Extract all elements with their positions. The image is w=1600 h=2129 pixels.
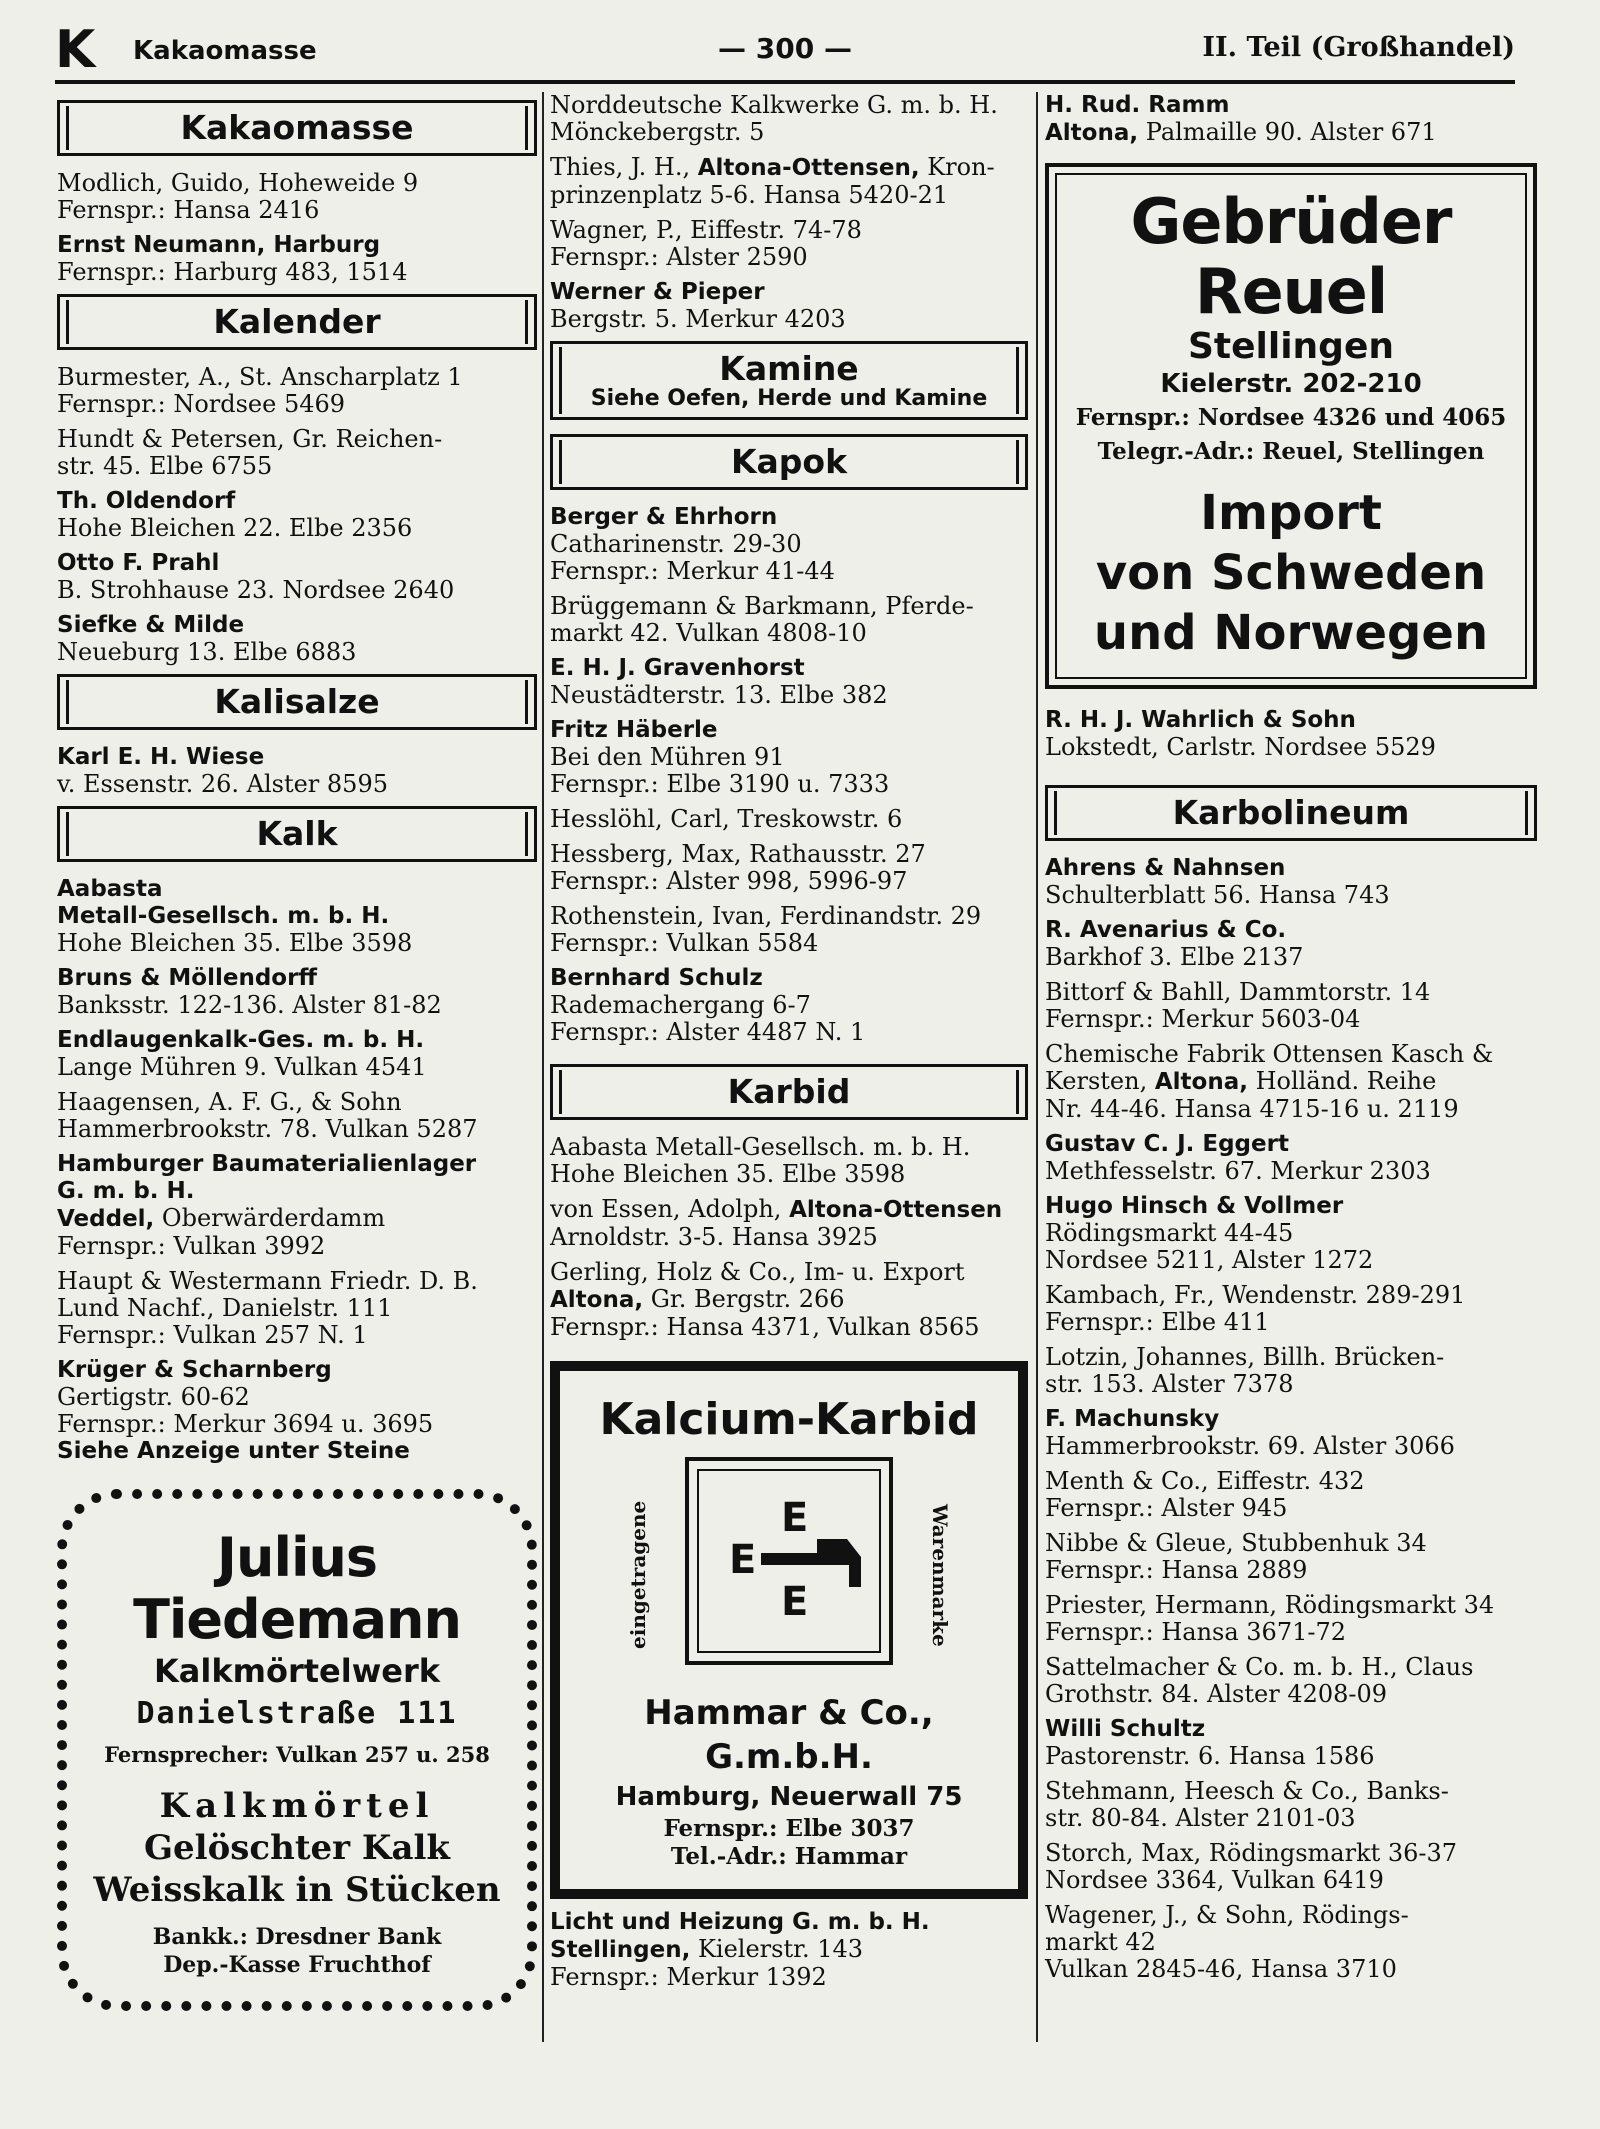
- section-heading: Kapok: [550, 434, 1028, 490]
- company-name: Hammar & Co., G.m.b.H.: [644, 1693, 934, 1777]
- trademark-label: Warenmarke: [928, 1503, 952, 1647]
- list-entry: Norddeutsche Kalkwerke G. m. b. H. Mönckebergstr. 5: [550, 91, 998, 146]
- list-entry: Ahrens & Nahnsen Schulterblatt 56. Hansa 743: [1045, 855, 1390, 909]
- company-name: Gebrüder Reuel: [1130, 185, 1452, 328]
- list-entry: Modlich, Guido, Hoheweide 9 Fernspr.: Hansa 2416: [57, 169, 419, 224]
- list-entry: Menth & Co., Eiffestr. 432 Fernspr.: Alster 945: [1045, 1467, 1365, 1522]
- list-entry: Hesslöhl, Carl, Treskowstr. 6: [550, 805, 903, 833]
- section-heading: Kalender: [57, 294, 537, 350]
- advertisement-hammar: [550, 1361, 1028, 1899]
- product: Weisskalk in Stücken: [93, 1870, 501, 1910]
- column-2: [550, 92, 1028, 2099]
- column-3: [1045, 92, 1537, 2099]
- list-entry: Aabasta Metall-Gesellsch. m. b. H. Hohe Bleichen 35. Elbe 3598: [550, 1133, 971, 1188]
- list-entry: Brüggemann & Barkmann, Pferde- markt 42. Vulkan 4808-10: [550, 592, 974, 647]
- page-number: — 300 —: [718, 32, 852, 65]
- section-heading: Kalk: [57, 806, 537, 862]
- bank-info: Bankk.: Dresdner Bank: [152, 1924, 442, 1950]
- trademark-letter: E: [781, 1579, 809, 1625]
- ad-slogan: von Schweden: [1095, 545, 1487, 601]
- list-entry: Kambach, Fr., Wendenstr. 289-291 Fernspr.: Elbe 411: [1045, 1281, 1466, 1336]
- company-phone: Fernspr.: Elbe 3037: [663, 1815, 915, 1842]
- list-entry: Aabasta Metall-Gesellsch. m. b. H. Hohe Bleichen 35. Elbe 3598: [57, 876, 413, 957]
- hammer-icon: [689, 1461, 889, 1661]
- list-entry: Wagener, J., & Sohn, Rödings- markt 42 Vulkan 2845-46, Hansa 3710: [1045, 1901, 1409, 1983]
- company-subtitle: Kalkmörtelwerk: [153, 1652, 441, 1690]
- bank-info: Dep.-Kasse Fruchthof: [163, 1952, 431, 1978]
- list-entry: Endlaugenkalk-Ges. m. b. H. Lange Mühren 9. Vulkan 4541: [57, 1027, 427, 1081]
- product: Kalkmörtel: [159, 1786, 435, 1826]
- list-entry: Lotzin, Johannes, Billh. Brücken- str. 153. Alster 7378: [1045, 1343, 1445, 1398]
- list-entry: Hessberg, Max, Rathausstr. 27 Fernspr.: Alster 998, 5996-97: [550, 840, 926, 895]
- list-entry: R. Avenarius & Co. Barkhof 3. Elbe 2137: [1045, 917, 1304, 971]
- list-entry: F. Machunsky Hammerbrookstr. 69. Alster 3066: [1045, 1406, 1455, 1460]
- list-entry: Willi Schultz Pastorenstr. 6. Hansa 1586: [1045, 1716, 1375, 1770]
- company-name: Julius Tiedemann: [133, 1526, 461, 1651]
- list-entry: Hamburger Baumaterialienlager G. m. b. H. Veddel, Oberwärderdamm Fernspr.: Vulkan 3992: [57, 1151, 477, 1260]
- list-entry: E. H. J. Gravenhorst Neustädterstr. 13. Elbe 382: [550, 655, 888, 709]
- list-entry: Stehmann, Heesch & Co., Banks- str. 80-84. Alster 2101-03: [1045, 1777, 1449, 1832]
- list-entry: Fritz Häberle Bei den Mühren 91 Fernspr.: Elbe 3190 u. 7333: [550, 717, 890, 798]
- section-heading: Karbid: [550, 1064, 1028, 1120]
- trademark-area: [560, 1455, 1018, 1685]
- running-title: Kakaomasse: [133, 36, 317, 66]
- column-divider: [1036, 92, 1038, 2042]
- list-entry: Siefke & Milde Neueburg 13. Elbe 6883: [57, 612, 357, 666]
- section-heading: Karbolineum: [1045, 785, 1537, 841]
- header-rule: [55, 80, 1515, 84]
- section-heading: Kalisalze: [57, 674, 537, 730]
- company-phone: Fernspr.: Nordsee 4326 und 4065: [1075, 404, 1507, 431]
- list-entry: Haupt & Westermann Friedr. D. B. Lund Nachf., Danielstr. 111 Fernspr.: Vulkan 257 N. 1: [57, 1267, 478, 1349]
- company-address: Kielerstr. 202-210: [1160, 369, 1422, 399]
- section-letter: K: [55, 20, 96, 80]
- advertisement-tiedemann: [57, 1489, 537, 2011]
- section-crossref: Siehe Oefen, Herde und Kamine: [590, 386, 988, 411]
- list-entry: Sattelmacher & Co. m. b. H., Claus Grothstr. 84. Alster 4208-09: [1045, 1653, 1474, 1708]
- list-entry: Otto F. Prahl B. Strohhause 23. Nordsee 2640: [57, 550, 455, 604]
- company-place: Stellingen: [1187, 326, 1394, 367]
- list-entry: Th. Oldendorf Hohe Bleichen 22. Elbe 2356: [57, 488, 413, 542]
- ad-slogan: Import: [1200, 485, 1382, 541]
- section-heading: [550, 341, 1028, 420]
- list-entry: Berger & Ehrhorn Catharinenstr. 29-30 Fernspr.: Merkur 41-44: [550, 504, 835, 585]
- part-title: II. Teil (Großhandel): [1202, 32, 1515, 63]
- company-telegram: Tel.-Adr.: Hammar: [670, 1843, 908, 1870]
- list-entry: Haagensen, A. F. G., & Sohn Hammerbrookstr. 78. Vulkan 5287: [57, 1088, 478, 1143]
- list-entry: Gustav C. J. Eggert Methfesselstr. 67. Merkur 2303: [1045, 1131, 1431, 1185]
- list-entry: Licht und Heizung G. m. b. H. Stellingen, Kielerstr. 143 Fernspr.: Merkur 1392: [550, 1909, 930, 1991]
- list-entry: Rothenstein, Ivan, Ferdinandstr. 29 Fernspr.: Vulkan 5584: [550, 902, 982, 957]
- list-entry: Hugo Hinsch & Vollmer Rödingsmarkt 44-45 Nordsee 5211, Alster 1272: [1045, 1193, 1374, 1274]
- section-heading: Kakaomasse: [57, 100, 537, 156]
- list-entry: Karl E. H. Wiese v. Essenstr. 26. Alster 8595: [57, 744, 388, 798]
- list-entry: Bernhard Schulz Rademachergang 6-7 Fernspr.: Alster 4487 N. 1: [550, 965, 866, 1046]
- list-entry: Priester, Hermann, Rödingsmarkt 34 Fernspr.: Hansa 3671-72: [1045, 1591, 1495, 1646]
- list-entry: Bittorf & Bahll, Dammtorstr. 14 Fernspr.: Merkur 5603-04: [1045, 978, 1431, 1033]
- trademark-logo: [685, 1457, 893, 1665]
- page-header: [55, 20, 1515, 80]
- list-entry: R. H. J. Wahrlich & Sohn Lokstedt, Carlstr. Nordsee 5529: [1045, 707, 1436, 761]
- trademark-letter: E: [729, 1537, 757, 1583]
- company-telegram: Telegr.-Adr.: Reuel, Stellingen: [1097, 438, 1485, 465]
- list-entry: H. Rud. Ramm Altona, Palmaille 90. Alster 671: [1045, 92, 1437, 146]
- product: Gelöschter Kalk: [144, 1828, 450, 1868]
- company-phone: Fernsprecher: Vulkan 257 u. 258: [104, 1742, 490, 1767]
- list-entry: Wagner, P., Eiffestr. 74-78 Fernspr.: Alster 2590: [550, 216, 862, 271]
- column-divider: [542, 92, 544, 2042]
- advertisement-reuel: [1045, 163, 1537, 689]
- list-entry: Thies, J. H., Altona-Ottensen, Kron- prinzenplatz 5-6. Hansa 5420-21: [550, 153, 995, 209]
- company-address: Hamburg, Neuerwall 75: [615, 1782, 963, 1812]
- list-entry: Hundt & Petersen, Gr. Reichen- str. 45. Elbe 6755: [57, 425, 443, 480]
- list-entry: Storch, Max, Rödingsmarkt 36-37 Nordsee 3364, Vulkan 6419: [1045, 1839, 1458, 1894]
- list-entry: Ernst Neumann, Harburg Fernspr.: Harburg 483, 1514: [57, 232, 408, 286]
- company-address: Danielstraße 111: [136, 1696, 458, 1731]
- trademark-label: eingetragene: [626, 1500, 650, 1650]
- list-entry: Krüger & Scharnberg Gertigstr. 60-62 Fernspr.: Merkur 3694 u. 3695 Siehe Anzeige unter Steine: [57, 1357, 434, 1464]
- list-entry: Gerling, Holz & Co., Im- u. Export Altona, Gr. Bergstr. 266 Fernspr.: Hansa 4371, Vulkan 8565: [550, 1258, 980, 1341]
- ad-title: Kalcium-Karbid: [599, 1394, 979, 1445]
- column-1: [57, 92, 537, 2099]
- list-entry: Werner & Pieper Bergstr. 5. Merkur 4203: [550, 279, 846, 333]
- trademark-letter: E: [781, 1495, 809, 1541]
- list-entry: Chemische Fabrik Ottensen Kasch & Kersten, Altona, Holländ. Reihe Nr. 44-46. Hansa 4715-16 u. 2119: [1045, 1040, 1494, 1123]
- list-entry: Burmester, A., St. Anscharplatz 1 Fernspr.: Nordsee 5469: [57, 363, 463, 418]
- ad-slogan: und Norwegen: [1093, 605, 1489, 661]
- list-entry: Nibbe & Gleue, Stubbenhuk 34 Fernspr.: Hansa 2889: [1045, 1529, 1427, 1584]
- list-entry: von Essen, Adolph, Altona-Ottensen Arnoldstr. 3-5. Hansa 3925: [550, 1195, 1003, 1251]
- section-title: Kamine: [719, 349, 859, 388]
- list-entry: Bruns & Möllendorff Banksstr. 122-136. Alster 81-82: [57, 965, 442, 1019]
